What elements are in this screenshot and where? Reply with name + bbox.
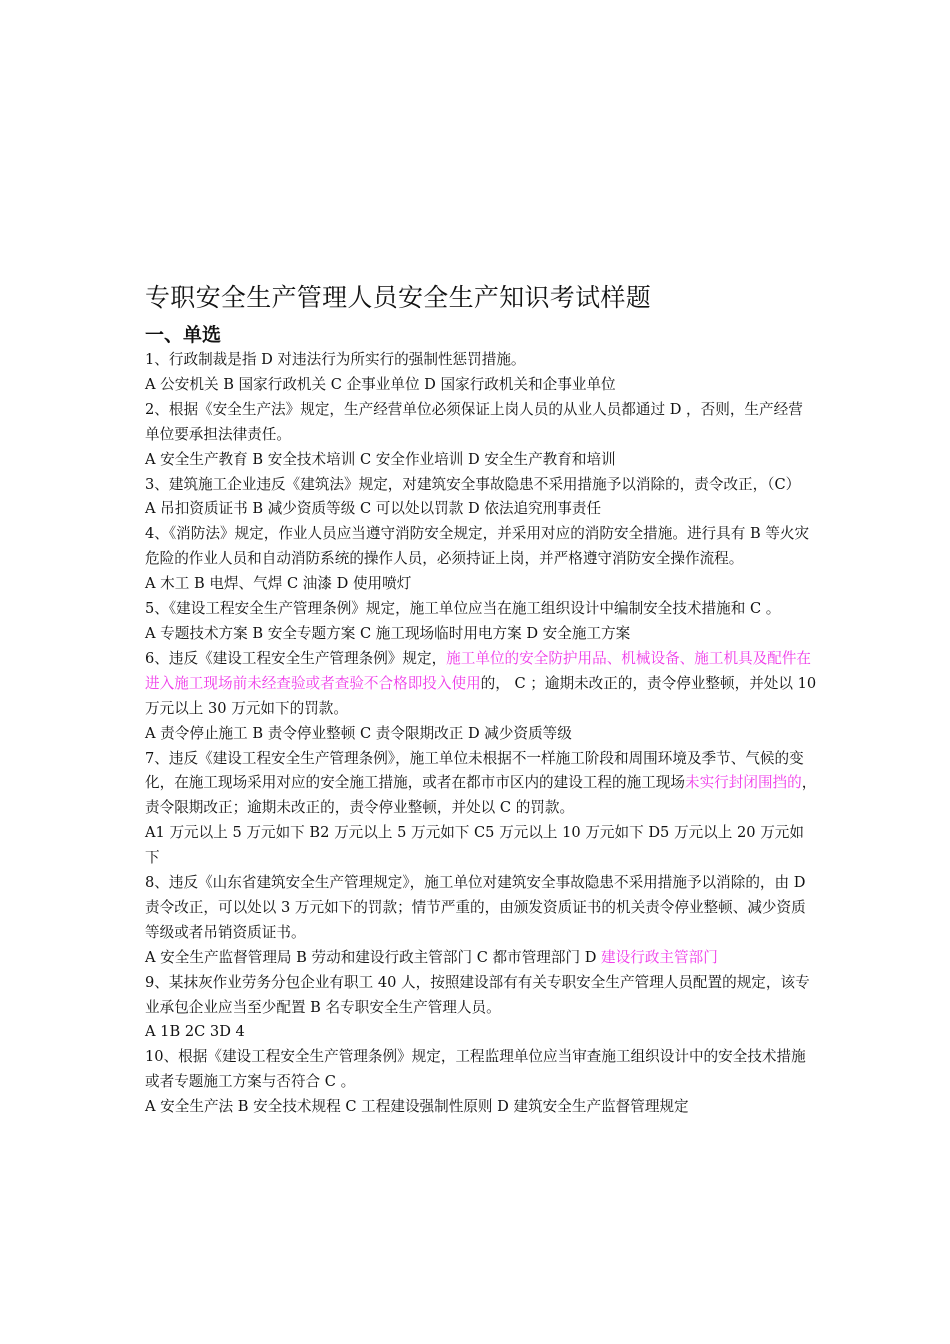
question-list	[145, 348, 817, 1120]
question-9	[145, 971, 817, 1046]
question-stem: 5、《建设工程安全生产管理条例》规定，施工单位应当在施工组织设计中编制安全技术措施和 C 。	[145, 600, 781, 618]
highlighted-text: 施工单位的安全防护用品、机械设备、施工机具及配件在进入施工现场前未经查验或者查验不合格即投入使用	[145, 649, 812, 692]
highlighted-text: 未实行封闭围挡的	[684, 774, 802, 792]
options-text: A 安全生产监督管理局 B 劳动和建设行政主管部门 C 都市管理部门 D	[145, 948, 602, 966]
question-stem	[145, 647, 817, 722]
question-options	[145, 946, 817, 971]
question-options: A 专题技术方案 B 安全专题方案 C 施工现场临时用电方案 D 安全施工方案	[145, 624, 631, 642]
question-stem: 1、行政制裁是指 D 对违法行为所实行的强制性惩罚措施。	[145, 351, 526, 368]
question-stem: 10、根据《建设工程安全生产管理条例》规定，工程监理单位应当审查施工组织设计中的安全技术措施或者专题施工方案与否符合 C 。	[145, 1048, 806, 1091]
stem-text: ，责令限期改正；逾期未改正的，责令停业整顿，并处以 C 的罚款。	[145, 774, 817, 817]
stem-text: 6、违反《建设工程安全生产管理条例》规定，	[145, 649, 447, 667]
question-options: A1 万元以上 5 万元如下 B2 万元以上 5 万元如下 C5 万元以上 10 万元如下 D5 万元以上 20 万元如下	[145, 824, 804, 867]
question-options: A 木工 B 电焊、气焊 C 油漆 D 使用喷灯	[145, 575, 412, 593]
question-7	[145, 747, 817, 872]
question-options: A 公安机关 B 国家行政机关 C 企事业单位 D 国家行政机关和企事业单位	[145, 375, 616, 393]
question-3	[145, 473, 817, 523]
document-title: 专职安全生产管理人员安全生产知识考试样题	[145, 283, 652, 312]
question-options: A 安全生产教育 B 安全技术培训 C 安全作业培训 D 安全生产教育和培训	[145, 450, 616, 468]
question-options: A 吊扣资质证书 B 减少资质等级 C 可以处以罚款 D 依法追究刑事责任	[145, 500, 602, 518]
section-heading: 一、单选	[145, 324, 222, 346]
question-stem	[145, 747, 817, 822]
question-5	[145, 597, 817, 647]
question-1	[145, 348, 817, 398]
stem-text: 的， C ；逾期未改正的，责令停业整顿，并处以 10 万元以上 30 万元如下的罚款。	[145, 674, 817, 717]
question-stem: 8、违反《山东省建筑安全生产管理规定》，施工单位对建筑安全事故隐患不采用措施予以消除的，由 D 责令改正，可以处以 3 万元如下的罚款；情节严重的，由颁发资质证书的机关责令停业整顿、减少资质等级或者吊销资质证书。	[145, 874, 806, 941]
question-stem: 9、某抹灰作业劳务分包企业有职工 40 人，按照建设部有有关专职安全生产管理人员配置的规定，该专业承包企业应当至少配置 B 名专职安全生产管理人员。	[145, 973, 810, 1016]
document-page	[145, 278, 817, 1120]
question-10	[145, 1045, 817, 1120]
question-stem: 2、根据《安全生产法》规定，生产经营单位必须保证上岗人员的从业人员都通过 D ，否则，生产经营单位要承担法律责任。	[145, 400, 803, 443]
highlighted-text: 建设行政主管部门	[601, 948, 718, 966]
question-options: A 责令停止施工 B 责令停业整顿 C 责令限期改正 D 减少资质等级	[145, 724, 572, 742]
question-8	[145, 871, 817, 971]
question-stem: 3、建筑施工企业违反《建筑法》规定，对建筑安全事故隐患不采用措施予以消除的，责令改正，（C）	[145, 475, 801, 493]
question-options: A 安全生产法 B 安全技术规程 C 工程建设强制性原则 D 建筑安全生产监督管理规定	[145, 1098, 689, 1116]
question-2	[145, 398, 817, 473]
question-stem: 4、《消防法》规定，作业人员应当遵守消防安全规定，并采用对应的消防安全措施。进行具有 B 等火灾危险的作业人员和自动消防系统的操作人员，必须持证上岗，并严格遵守消防安全操作流程。	[145, 525, 810, 568]
question-4	[145, 522, 817, 597]
stem-text: 7、违反《建设工程安全生产管理条例》，施工单位未根据不一样施工阶段和周围环境及季节、气候的变化，在施工现场采用对应的安全施工措施，或者在都市市区内的建设工程的施工现场	[145, 749, 804, 792]
question-6	[145, 647, 817, 747]
question-options: A 1B 2C 3D 4	[145, 1023, 245, 1041]
